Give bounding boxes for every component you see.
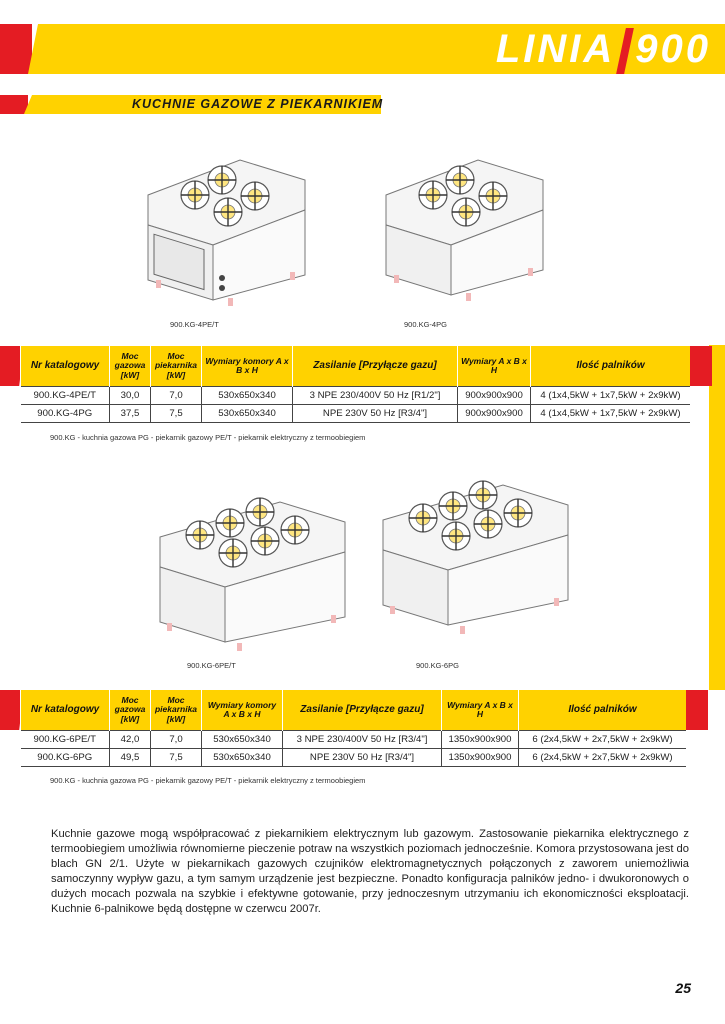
page-number: 25: [675, 980, 691, 996]
table-cell: 900.KG-6PE/T: [21, 731, 110, 749]
table-cell: 7,5: [151, 405, 202, 423]
table-cell: NPE 230V 50 Hz [R3/4"]: [293, 405, 458, 423]
table-cell: 900x900x900: [458, 387, 531, 405]
col-header: Nr katalogowy: [21, 690, 110, 731]
page-edge-strip: [709, 345, 725, 690]
table-cell: 3 NPE 230/400V 50 Hz [R1/2"]: [293, 387, 458, 405]
product-caption: 900.KG-6PG: [416, 661, 459, 670]
table-footnote: 900.KG - kuchnia gazowa PG - piekarnik gazowy PE/T - piekarnik elektryczny z termoobiegiem: [50, 433, 366, 442]
col-header: Wymiary komory A x B x H: [202, 346, 293, 387]
col-header: Nr katalogowy: [21, 346, 110, 387]
table-cell: 1350x900x900: [442, 749, 519, 767]
gas-stove-4-burner-electric-oven-icon: [140, 150, 310, 310]
col-header: Moc gazowa [kW]: [110, 346, 151, 387]
table-cell: 7,5: [151, 749, 202, 767]
col-header: Wymiary A x B x H: [442, 690, 519, 731]
table-cell: 530x650x340: [202, 749, 283, 767]
table-cell: 7,0: [151, 387, 202, 405]
table-cell: 530x650x340: [202, 405, 293, 423]
col-header: Wymiary A x B x H: [458, 346, 531, 387]
table-cell: 3 NPE 230/400V 50 Hz [R3/4"]: [283, 731, 442, 749]
title-separator: [616, 28, 634, 74]
table-row: [21, 749, 687, 767]
table-row: [21, 387, 691, 405]
table-row: [21, 405, 691, 423]
table-cell: 4 (1x4,5kW + 1x7,5kW + 2x9kW): [531, 387, 691, 405]
product-caption: 900.KG-4PE/T: [170, 320, 219, 329]
table-cell: 1350x900x900: [442, 731, 519, 749]
product-caption: 900.KG-6PE/T: [187, 661, 236, 670]
table-cell: 900x900x900: [458, 405, 531, 423]
col-header: Moc gazowa [kW]: [110, 690, 151, 731]
subtitle-red-accent: [0, 95, 28, 114]
gas-stove-6-burner-gas-oven-icon: [378, 480, 573, 650]
table-cell: 30,0: [110, 387, 151, 405]
table-cell: 6 (2x4,5kW + 2x7,5kW + 2x9kW): [519, 731, 687, 749]
col-header: Zasilanie [Przyłącze gazu]: [283, 690, 442, 731]
product-description: Kuchnie gazowe mogą współpracować z piekarnikiem elektrycznym lub gazowym. Zastosowanie piekarnika elektrycznego z termoobiegiem umożliwia równomierne pieczenie potraw na wszystkich poziomach jednocześnie. Komora przystosowana jest do blach GN 2/1. Użyte w piekarnikach gazowych czujników elektromagnetycznych połączonych z zaworem uniemożliwia samoczynny wypływ gazu, a tym samym urządzenie jest bezpieczne. Ponadto konfiguracja palników jedno- i dwukoronowych o dużych mocach pozwala na szybkie i efektywne gotowanie, przy jednoczesnym utrzymaniu ich ekonomiczności eksploatacji. Kuchnie 6-palnikowe będą dostępne w czerwcu 2007r.: [51, 828, 689, 915]
col-header: Ilość palników: [519, 690, 687, 731]
table-footnote: 900.KG - kuchnia gazowa PG - piekarnik gazowy PE/T - piekarnik elektryczny z termoobiegiem: [50, 776, 366, 785]
table-cell: 530x650x340: [202, 731, 283, 749]
gas-stove-6-burner-electric-oven-icon: [155, 497, 350, 667]
table-cell: 49,5: [110, 749, 151, 767]
title-right: 900: [635, 27, 711, 71]
product-image-4pe-t: [140, 150, 310, 310]
table-cell: 530x650x340: [202, 387, 293, 405]
table-cell: 900.KG-6PG: [21, 749, 110, 767]
product-image-6pe-t: [155, 497, 350, 657]
table-cell: NPE 230V 50 Hz [R3/4"]: [283, 749, 442, 767]
spec-table-6-burner: [20, 690, 686, 767]
gas-stove-4-burner-gas-oven-icon: [378, 150, 548, 310]
table-cell: 900.KG-4PG: [21, 405, 110, 423]
col-header: Zasilanie [Przyłącze gazu]: [293, 346, 458, 387]
spec-table-4-burner: [20, 346, 690, 423]
title-left: LINIA: [495, 27, 616, 71]
product-image-4pg: [378, 150, 548, 310]
table-cell: 4 (1x4,5kW + 1x7,5kW + 2x9kW): [531, 405, 691, 423]
page-title: [496, 24, 711, 74]
col-header: Ilość palników: [531, 346, 691, 387]
table-cell: 42,0: [110, 731, 151, 749]
section-subtitle: KUCHNIE GAZOWE Z PIEKARNIKIEM: [132, 97, 384, 111]
product-image-6pg: [378, 480, 573, 640]
col-header: Moc piekarnika [kW]: [151, 346, 202, 387]
table-row: [21, 731, 687, 749]
table-cell: 6 (2x4,5kW + 2x7,5kW + 2x9kW): [519, 749, 687, 767]
table-cell: 37,5: [110, 405, 151, 423]
col-header: Wymiary komory A x B x H: [202, 690, 283, 731]
col-header: Moc piekarnika [kW]: [151, 690, 202, 731]
product-caption: 900.KG-4PG: [404, 320, 447, 329]
table-cell: 7,0: [151, 731, 202, 749]
banner-red-accent: [0, 24, 32, 74]
table-cell: 900.KG-4PE/T: [21, 387, 110, 405]
